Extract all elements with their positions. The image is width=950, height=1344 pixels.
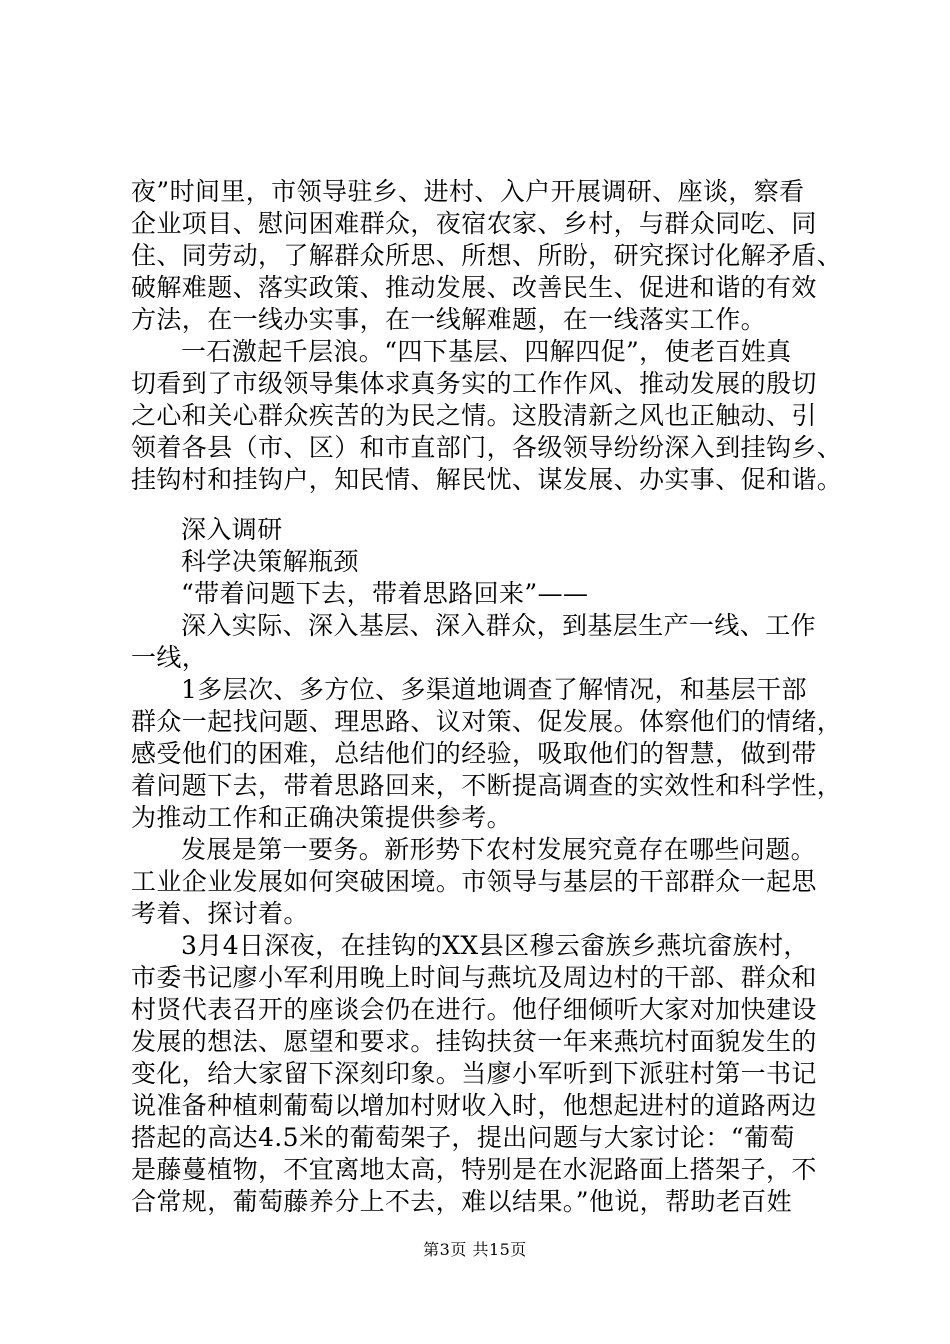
text-line: 领着各县（市、区）和市直部门，各级领导纷纷深入到挂钩乡、 bbox=[131, 433, 843, 462]
text-line: 住、同劳动，了解群众所思、所想、所盼，研究探讨化解矛盾、 bbox=[131, 241, 843, 270]
page-footer: 第3页 共15页 bbox=[423, 1240, 527, 1259]
text-line: 变化，给大家留下深刻印象。当廖小军听到下派驻村第一书记 bbox=[131, 1059, 817, 1088]
text-line: 夜”时间里，市领导驻乡、进村、入户开展调研、座谈，察看 bbox=[131, 177, 805, 206]
section-quote: “带着问题下去，带着思路回来”—— bbox=[181, 579, 589, 608]
text-line: 感受他们的困难，总结他们的经验，吸取他们的智慧，做到带 bbox=[131, 739, 817, 768]
text-line: 一石激起千层浪。“四下基层、四解四促”，使老百姓真 bbox=[181, 337, 792, 366]
text-line: 为推动工作和正确决策提供参考。 bbox=[131, 803, 513, 832]
section-subheading: 科学决策解瓶颈 bbox=[181, 547, 359, 576]
text-line: 发展是第一要务。新形势下农村发展究竟存在哪些问题。 bbox=[181, 835, 817, 864]
text-line: 挂钩村和挂钩户，知民情、解民忧、谋发展、办实事、促和谐。 bbox=[131, 465, 843, 494]
text-line: 说准备种植刺葡萄以增加村财收入时，他想起进村的道路两边 bbox=[131, 1091, 817, 1120]
text-line: 深入实际、深入基层、深入群众，到基层生产一线、工作 bbox=[181, 611, 817, 640]
text-line: 之心和关心群众疾苦的为民之情。这股清新之风也正触动、引 bbox=[131, 401, 817, 430]
text-line: 切看到了市级领导集体求真务实的工作作风、推动发展的殷切 bbox=[131, 369, 817, 398]
text-line: 工业企业发展如何突破困境。市领导与基层的干部群众一起思 bbox=[131, 867, 817, 896]
text-line: 发展的想法、愿望和要求。挂钩扶贫一年来燕坑村面貌发生的 bbox=[131, 1027, 817, 1056]
text-line: 着问题下去，带着思路回来，不断提高调查的实效性和科学性， bbox=[131, 771, 843, 800]
text-line: 企业项目、慰问困难群众，夜宿农家、乡村，与群众同吃、同 bbox=[131, 209, 817, 238]
text-line: 市委书记廖小军利用晚上时间与燕坑及周边村的干部、群众和 bbox=[131, 963, 817, 992]
text-line: 考着、探讨着。 bbox=[131, 899, 309, 928]
text-line: 破解难题、落实政策、推动发展、改善民生、促进和谐的有效 bbox=[131, 273, 817, 302]
text-line: 1多层次、多方位、多渠道地调查了解情况，和基层干部 bbox=[181, 675, 807, 704]
text-line: 村贤代表召开的座谈会仍在进行。他仔细倾听大家对加快建设 bbox=[131, 995, 817, 1024]
text-line: 是藤蔓植物，不宜离地太高，特别是在水泥路面上搭架子，不 bbox=[131, 1155, 817, 1184]
text-line: 方法，在一线办实事，在一线解难题，在一线落实工作。 bbox=[131, 305, 767, 334]
text-line: 群众一起找问题、理思路、议对策、促发展。体察他们的情绪， bbox=[131, 707, 843, 736]
text-line: 搭起的高达4.5米的葡萄架子，提出问题与大家讨论：“葡萄 bbox=[131, 1123, 795, 1152]
text-line: 合常规，葡萄藤养分上不去，难以结果。”他说，帮助老百姓 bbox=[131, 1187, 793, 1216]
section-heading: 深入调研 bbox=[181, 515, 283, 544]
text-line: 一线， bbox=[131, 643, 208, 672]
text-line: 3月4日深夜，在挂钩的XX县区穆云畲族乡燕坑畲族村， bbox=[181, 931, 809, 960]
